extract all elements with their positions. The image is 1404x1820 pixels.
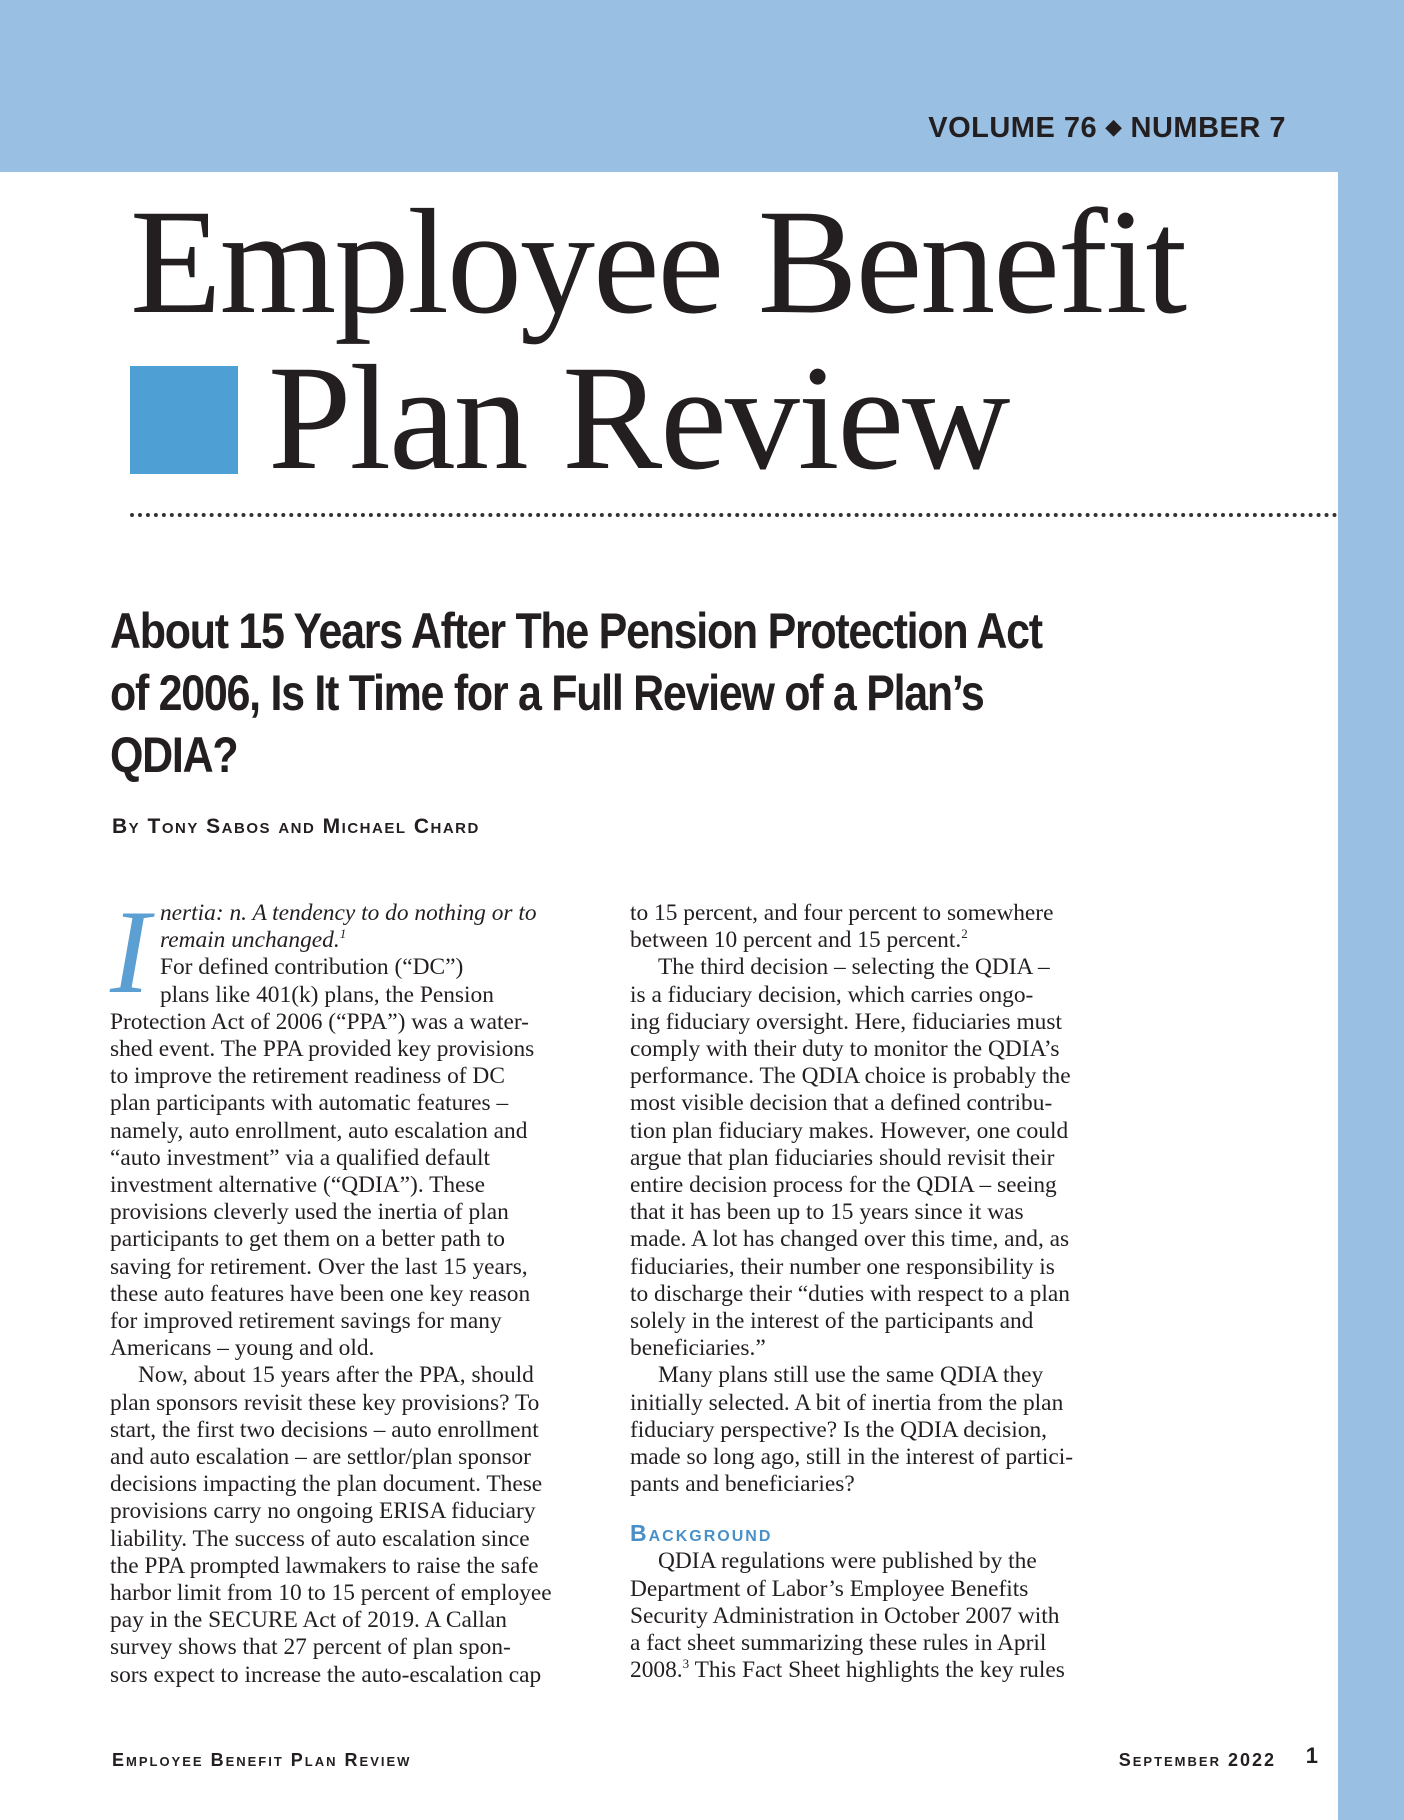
text-line: initially selected. A bit of inertia from the plan: [630, 1389, 1064, 1416]
text-line: provisions cleverly used the inertia of plan: [110, 1199, 509, 1226]
text-line: “auto investment” via a qualified default: [110, 1144, 490, 1171]
masthead-title-line1: Employee Benefit: [130, 179, 1186, 345]
text-line: and auto escalation – are settlor/plan sponsor: [110, 1444, 531, 1471]
text-line: entire decision process for the QDIA – seeing: [630, 1172, 1057, 1199]
text-line: investment alternative (“QDIA”). These: [110, 1172, 485, 1199]
text-line: Security Administration in October 2007 with: [630, 1602, 1060, 1629]
text-line: ing fiduciary oversight. Here, fiduciaries must: [630, 1008, 1062, 1035]
text-line: Protection Act of 2006 (“PPA”) was a water-: [110, 1008, 529, 1035]
text-line: nertia: n. A tendency to do nothing or to: [159, 900, 537, 926]
section-heading-background: Background: [630, 1520, 773, 1547]
text-line: the PPA prompted lawmakers to raise the safe: [110, 1552, 539, 1579]
body-column-left: [110, 885, 588, 1689]
text-line: Americans – young and old.: [110, 1335, 375, 1362]
text-line: saving for retirement. Over the last 15 years,: [110, 1253, 528, 1280]
footer-date: September 2022: [1118, 1750, 1276, 1770]
text-line: QDIA regulations were published by the: [658, 1548, 1037, 1575]
text-span: This Fact Sheet highlights the key rules: [689, 1657, 1065, 1684]
footnote-marker: 2: [961, 926, 968, 942]
text-line: for improved retirement savings for many: [110, 1308, 502, 1335]
text-line: Many plans still use the same QDIA they: [658, 1362, 1044, 1389]
masthead-square-icon: [130, 366, 238, 474]
text-line: [630, 1657, 1108, 1684]
footer-publication-name: Employee Benefit Plan Review: [112, 1750, 412, 1770]
top-color-band: [0, 0, 1404, 172]
text-line: Now, about 15 years after the PPA, should: [138, 1362, 534, 1389]
text-line: decisions impacting the plan document. These: [110, 1471, 543, 1498]
text-line: solely in the interest of the participants and: [630, 1308, 1034, 1335]
text-line: namely, auto enrollment, auto escalation and: [110, 1117, 528, 1144]
text-line: to improve the retirement readiness of DC: [110, 1063, 505, 1090]
text-line: is a fiduciary decision, which carries ongo-: [630, 981, 1034, 1008]
text-line: harbor limit from 10 to 15 percent of employee: [110, 1580, 552, 1607]
drop-cap: I: [110, 885, 150, 1018]
text-line: made so long ago, still in the interest of partici-: [630, 1444, 1074, 1471]
text-line: The third decision – selecting the QDIA –: [658, 954, 1050, 981]
text-line: argue that plan fiduciaries should revisit their: [630, 1144, 1055, 1171]
text-span: between 10 percent and 15 percent.: [630, 927, 962, 954]
text-line: to discharge their “duties with respect to a plan: [630, 1280, 1070, 1307]
page-number: 1: [1305, 1743, 1318, 1768]
text-line: start, the first two decisions – auto enrollment: [110, 1416, 539, 1443]
text-line: a fact sheet summarizing these rules in April: [630, 1630, 1047, 1657]
text-line: most visible decision that a defined contribu-: [630, 1090, 1053, 1117]
body-column-right: [630, 900, 1108, 1684]
article-headline: About 15 Years After The Pension Protection Act of 2006, Is It Time for a Full Review of a Plan’s QDIA?: [110, 603, 1042, 783]
text-line: that it has been up to 15 years since it was: [630, 1199, 1024, 1226]
footnote-marker: 3: [682, 1656, 690, 1672]
text-line: liability. The success of auto escalation since: [110, 1525, 530, 1552]
text-line: [630, 927, 1108, 954]
footnote-marker: 1: [339, 926, 347, 942]
diamond-separator-icon: ◆: [1105, 114, 1123, 139]
text-line: shed event. The PPA provided key provisions: [110, 1036, 535, 1063]
text-line: sors expect to increase the auto-escalation cap: [110, 1661, 542, 1688]
text-line: fiduciary perspective? Is the QDIA decision,: [630, 1416, 1047, 1443]
text-line: survey shows that 27 percent of plan spon-: [110, 1634, 511, 1661]
text-span: 2008.: [630, 1657, 683, 1684]
text-line: these auto features have been one key reason: [110, 1280, 531, 1307]
text-line: made. A lot has changed over this time, and, as: [630, 1226, 1070, 1253]
issue-number-label: NUMBER 7: [1130, 112, 1286, 144]
text-line: plan participants with automatic features –: [110, 1090, 509, 1117]
article-byline: By Tony Sabos and Michael Chard: [112, 815, 480, 838]
text-span: remain unchanged.: [159, 927, 340, 954]
text-line: to 15 percent, and four percent to somewhere: [630, 900, 1054, 926]
text-line: performance. The QDIA choice is probably the: [630, 1063, 1071, 1090]
dotted-divider: [130, 513, 1338, 517]
text-line: pay in the SECURE Act of 2019. A Callan: [110, 1607, 507, 1634]
text-line: pants and beneficiaries?: [630, 1471, 855, 1498]
text-line: [110, 927, 588, 954]
text-line: For defined contribution (“DC”): [159, 954, 464, 981]
volume-label: VOLUME 76: [928, 112, 1098, 144]
right-color-band: [1338, 0, 1404, 1820]
text-line: tion plan fiduciary makes. However, one could: [630, 1117, 1069, 1144]
volume-number: [928, 112, 1286, 145]
masthead-title-line2: Plan Review: [268, 335, 1009, 501]
text-line: comply with their duty to monitor the QDIA’s: [630, 1036, 1060, 1063]
text-line: Department of Labor’s Employee Benefits: [630, 1575, 1029, 1602]
text-line: plans like 401(k) plans, the Pension: [159, 981, 494, 1008]
text-line: plan sponsors revisit these key provisions? To: [110, 1389, 540, 1416]
text-line: beneficiaries.”: [630, 1335, 766, 1362]
text-line: fiduciaries, their number one responsibility is: [630, 1253, 1055, 1280]
text-line: participants to get them on a better path to: [110, 1226, 505, 1253]
text-line: provisions carry no ongoing ERISA fiduciary: [110, 1498, 536, 1525]
